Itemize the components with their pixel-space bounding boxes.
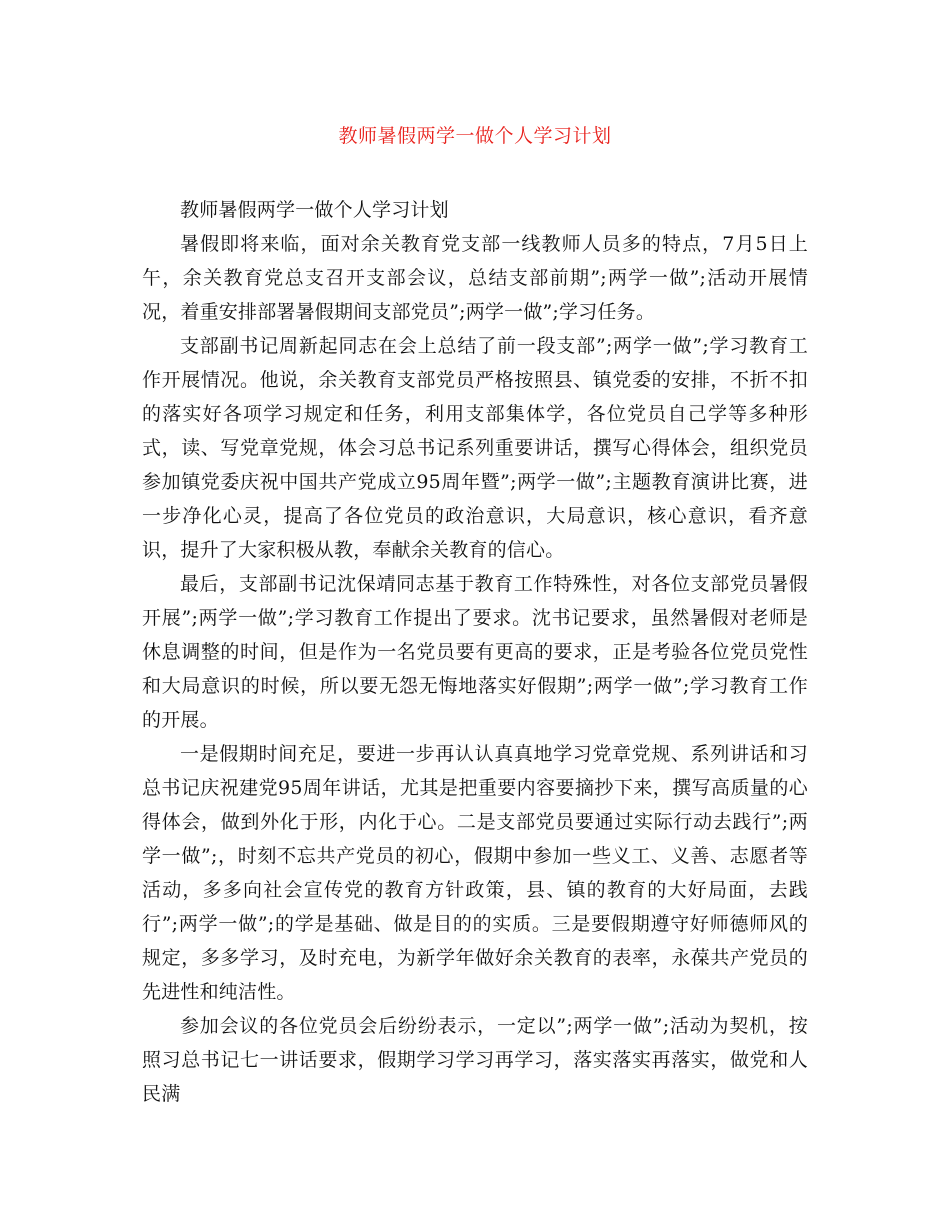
paragraph-closing: 参加会议的各位党员会后纷纷表示，一定以”;两学一做”;活动为契机，按照习总书记七一讲话要求，假期学习学习再学习，落实落实再落实，做党和人民满	[142, 1015, 808, 1105]
paragraph-three-points: 一是假期时间充足，要进一步再认认真真地学习党章党规、系列讲话和习总书记庆祝建党95周年讲话，尤其是把重要内容要摘抄下来，撰写高质量的心得体会，做到外化于形，内化于心。二是支部党员要通过实际行动去践行”;两学一做”;，时刻不忘共产党员的初心，假期中参加一些义工、义善、志愿者等活动，多多向社会宣传党的教育方针政策，县、镇的教育的大好局面，去践行”;两学一做”;的学是基础、做是目的的实质。三是要假期遵守好师德师风的规定，多多学习，及时充电，为新学年做好余关教育的表率，永葆共产党员的先进性和纯洁性。	[142, 743, 808, 1003]
document-title: 教师暑假两学一做个人学习计划	[338, 125, 612, 147]
paragraph-summary: 支部副书记周新起同志在会上总结了前一段支部”;两学一做”;学习教育工作开展情况。他说，余关教育支部党员严格按照县、镇党委的安排，不折不扣的落实好各项学习规定和任务，利用支部集体学，各位党员自己学等多种形式，读、写党章党规，体会习总书记系列重要讲话，撰写心得体会，组织党员参加镇党委庆祝中国共产党成立95周年暨”;两学一做”;主题教育演讲比赛，进一步净化心灵，提高了各位党员的政治意识，大局意识，核心意识，看齐意识，提升了大家积极从教，奉献余关教育的信心。	[142, 335, 808, 561]
paragraph-heading: 教师暑假两学一做个人学习计划	[180, 199, 449, 221]
paragraph-intro: 暑假即将来临，面对余关教育党支部一线教师人员多的特点，7月5日上午，余关教育党总支召开支部会议，总结支部前期”;两学一做”;活动开展情况，着重安排部署暑假期间支部党员”;两学一做”;学习任务。	[142, 233, 808, 323]
document-body	[142, 193, 808, 1111]
paragraph-requirements: 最后，支部副书记沈保靖同志基于教育工作特殊性，对各位支部党员暑假开展”;两学一做”;学习教育工作提出了要求。沈书记要求，虽然暑假对老师是休息调整的时间，但是作为一名党员要有更高的要求，正是考验各位党员党性和大局意识的时候，所以要无怨无悔地落实好假期”;两学一做”;学习教育工作的开展。	[142, 573, 808, 731]
